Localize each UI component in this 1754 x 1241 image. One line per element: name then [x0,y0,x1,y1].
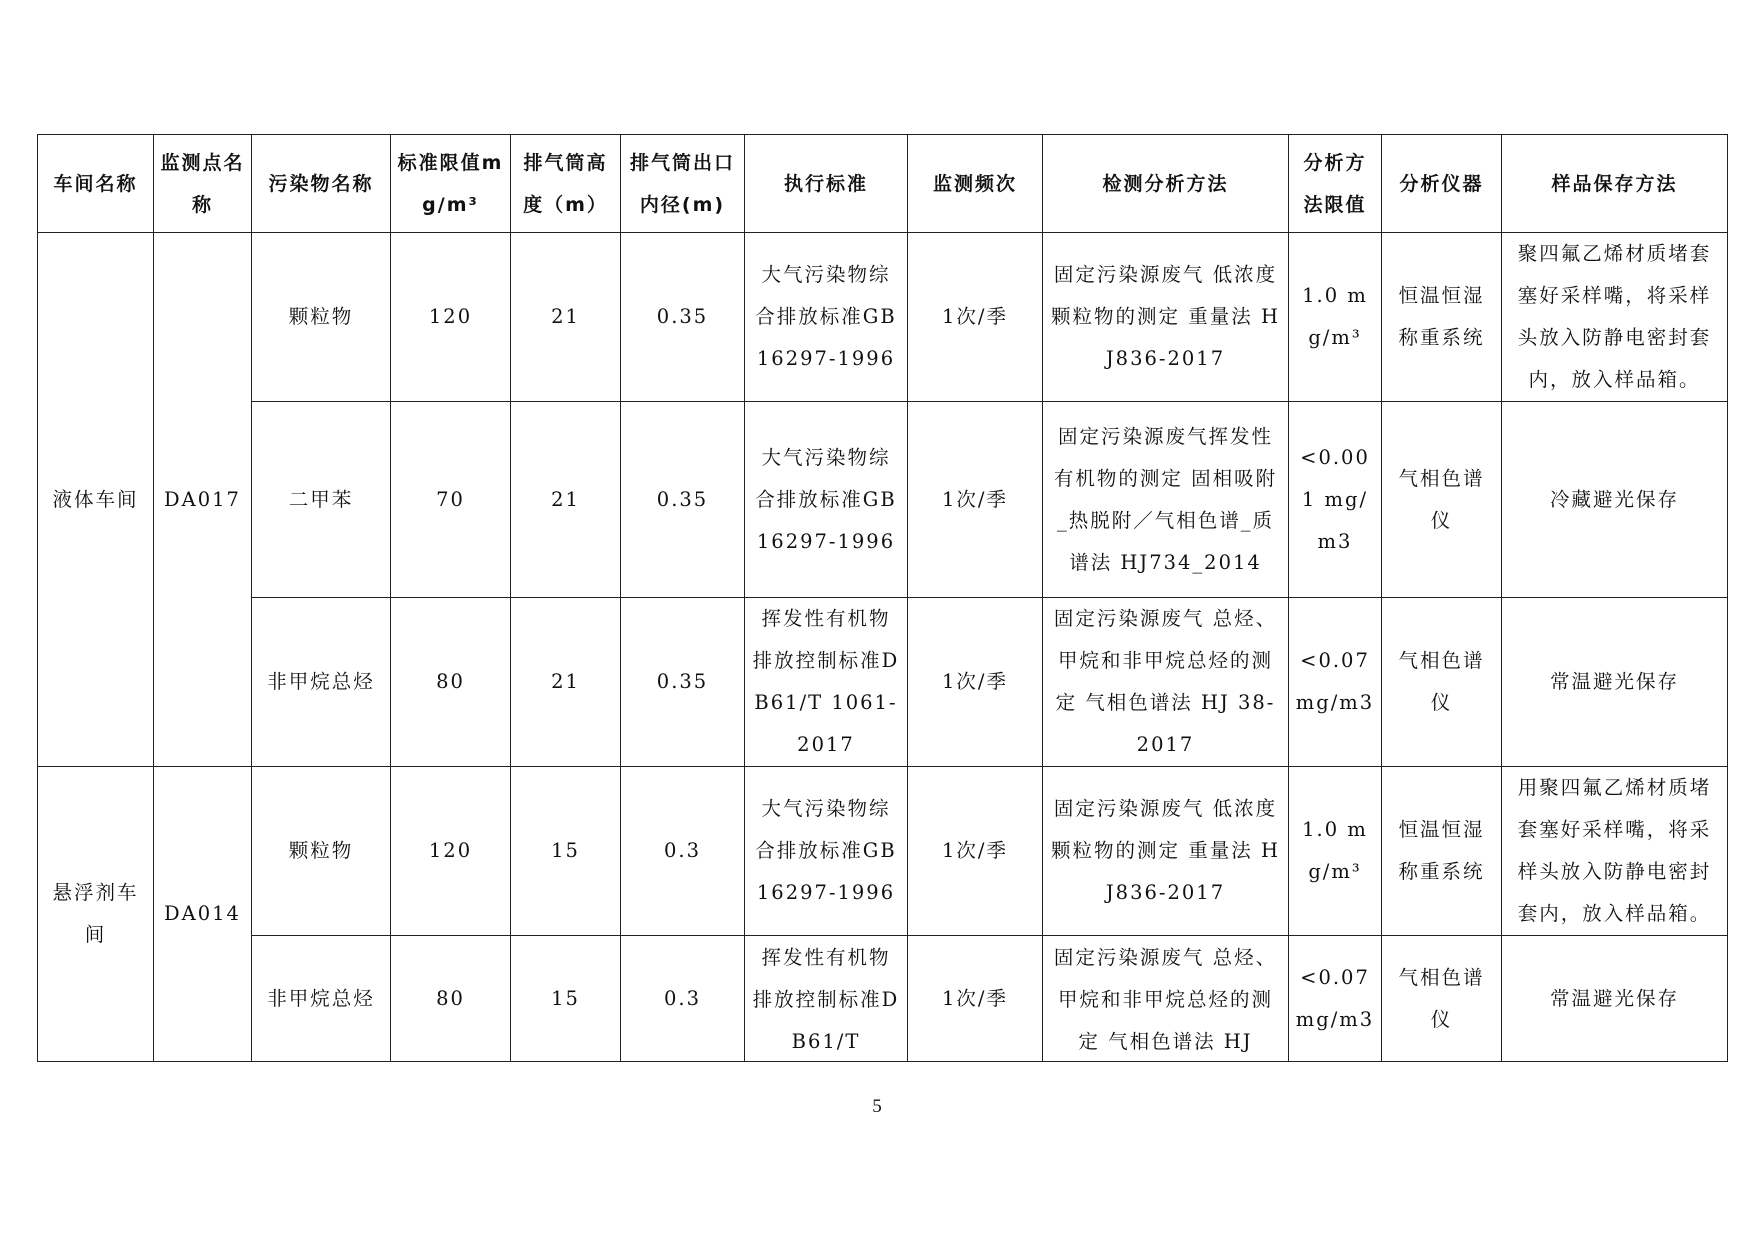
storage-cell: 常温避光保存 [1502,598,1728,767]
standard-text: 挥发性有机物排放控制标准DB61/T [752,945,900,1053]
header-cell: 检测分析方法 [1043,135,1289,233]
standard-cell: 挥发性有机物排放控制标准DB61/T 1061-2017 [745,598,908,767]
standard-cell: 大气污染物综合排放标准GB16297-1996 [745,767,908,936]
header-cell: 污染物名称 [252,135,391,233]
height-cell: 21 [511,233,621,402]
storage-cell: 常温避光保存 [1502,936,1728,1062]
header-cell: 排气筒出口内径(m) [621,135,745,233]
height-cell: 15 [511,767,621,936]
header-cell: 排气筒高度（m） [511,135,621,233]
limit-cell: 80 [391,936,511,1062]
table-row [38,233,1728,402]
pollutant-cell: 非甲烷总烃 [252,598,391,767]
header-cell: 分析方法限值 [1289,135,1382,233]
pollutant-cell: 颗粒物 [252,767,391,936]
storage-cell: 用聚四氟乙烯材质堵套塞好采样嘴，将采样头放入防静电密封套内，放入样品箱。 [1502,767,1728,936]
workshop-cell: 液体车间 [38,233,154,767]
storage-cell: 冷藏避光保存 [1502,402,1728,598]
instrument-cell: 气相色谱仪 [1382,598,1502,767]
standard-cell: 大气污染物综合排放标准GB16297-1996 [745,402,908,598]
header-cell: 样品保存方法 [1502,135,1728,233]
height-cell: 21 [511,402,621,598]
limit-cell: 120 [391,233,511,402]
header-cell: 分析仪器 [1382,135,1502,233]
instrument-cell: 气相色谱仪 [1382,402,1502,598]
limit-cell: 70 [391,402,511,598]
pollutant-cell: 颗粒物 [252,233,391,402]
height-cell: 21 [511,598,621,767]
detect-limit-cell: <0.001 mg/m3 [1289,402,1382,598]
method-cell: 固定污染源废气 总烃、甲烷和非甲烷总烃的测定 气相色谱法 HJ 38-2017 [1043,598,1289,767]
instrument-cell: 恒温恒湿称重系统 [1382,233,1502,402]
monitoring-point-cell: DA014 [154,767,252,1062]
method-cell: 固定污染源废气 低浓度颗粒物的测定 重量法 HJ836-2017 [1043,233,1289,402]
instrument-cell: 气相色谱仪 [1382,936,1502,1062]
pollutant-cell: 二甲苯 [252,402,391,598]
workshop-cell: 悬浮剂车间 [38,767,154,1062]
header-cell: 标准限值mg/m³ [391,135,511,233]
detect-limit-cell: 1.0 mg/m³ [1289,233,1382,402]
page-number: 5 [872,1096,882,1117]
table-row [38,767,1728,936]
detect-limit-cell: 1.0 mg/m³ [1289,767,1382,936]
header-cell: 车间名称 [38,135,154,233]
method-text: 固定污染源废气 总烃、甲烷和非甲烷总烃的测定 气相色谱法 HJ [1053,945,1278,1053]
frequency-cell: 1次/季 [908,233,1043,402]
monitoring-table [37,134,1728,1062]
standard-cell: 大气污染物综合排放标准GB16297-1996 [745,233,908,402]
table-row [38,598,1728,767]
header-row [38,135,1728,233]
frequency-cell: 1次/季 [908,936,1043,1062]
method-cell [1043,936,1289,1062]
table-row [38,936,1728,1062]
frequency-cell: 1次/季 [908,598,1043,767]
diameter-cell: 0.3 [621,767,745,936]
diameter-cell: 0.35 [621,402,745,598]
monitoring-point-cell: DA017 [154,233,252,767]
frequency-cell: 1次/季 [908,402,1043,598]
instrument-cell: 恒温恒湿称重系统 [1382,767,1502,936]
frequency-cell: 1次/季 [908,767,1043,936]
limit-cell: 80 [391,598,511,767]
header-cell: 监测频次 [908,135,1043,233]
diameter-cell: 0.3 [621,936,745,1062]
header-cell: 监测点名称 [154,135,252,233]
height-cell: 15 [511,936,621,1062]
limit-cell: 120 [391,767,511,936]
method-cell: 固定污染源废气挥发性有机物的测定 固相吸附_热脱附／气相色谱_质谱法 HJ734_2014 [1043,402,1289,598]
method-cell: 固定污染源废气 低浓度颗粒物的测定 重量法 HJ836-2017 [1043,767,1289,936]
detect-limit-cell: <0.07mg/m3 [1289,598,1382,767]
monitoring-table-container [37,134,1728,1062]
standard-cell [745,936,908,1062]
pollutant-cell: 非甲烷总烃 [252,936,391,1062]
detect-limit-cell: <0.07mg/m3 [1289,936,1382,1062]
storage-cell: 聚四氟乙烯材质堵套塞好采样嘴，将采样头放入防静电密封套内，放入样品箱。 [1502,233,1728,402]
table-row [38,402,1728,598]
diameter-cell: 0.35 [621,598,745,767]
diameter-cell: 0.35 [621,233,745,402]
header-cell: 执行标准 [745,135,908,233]
